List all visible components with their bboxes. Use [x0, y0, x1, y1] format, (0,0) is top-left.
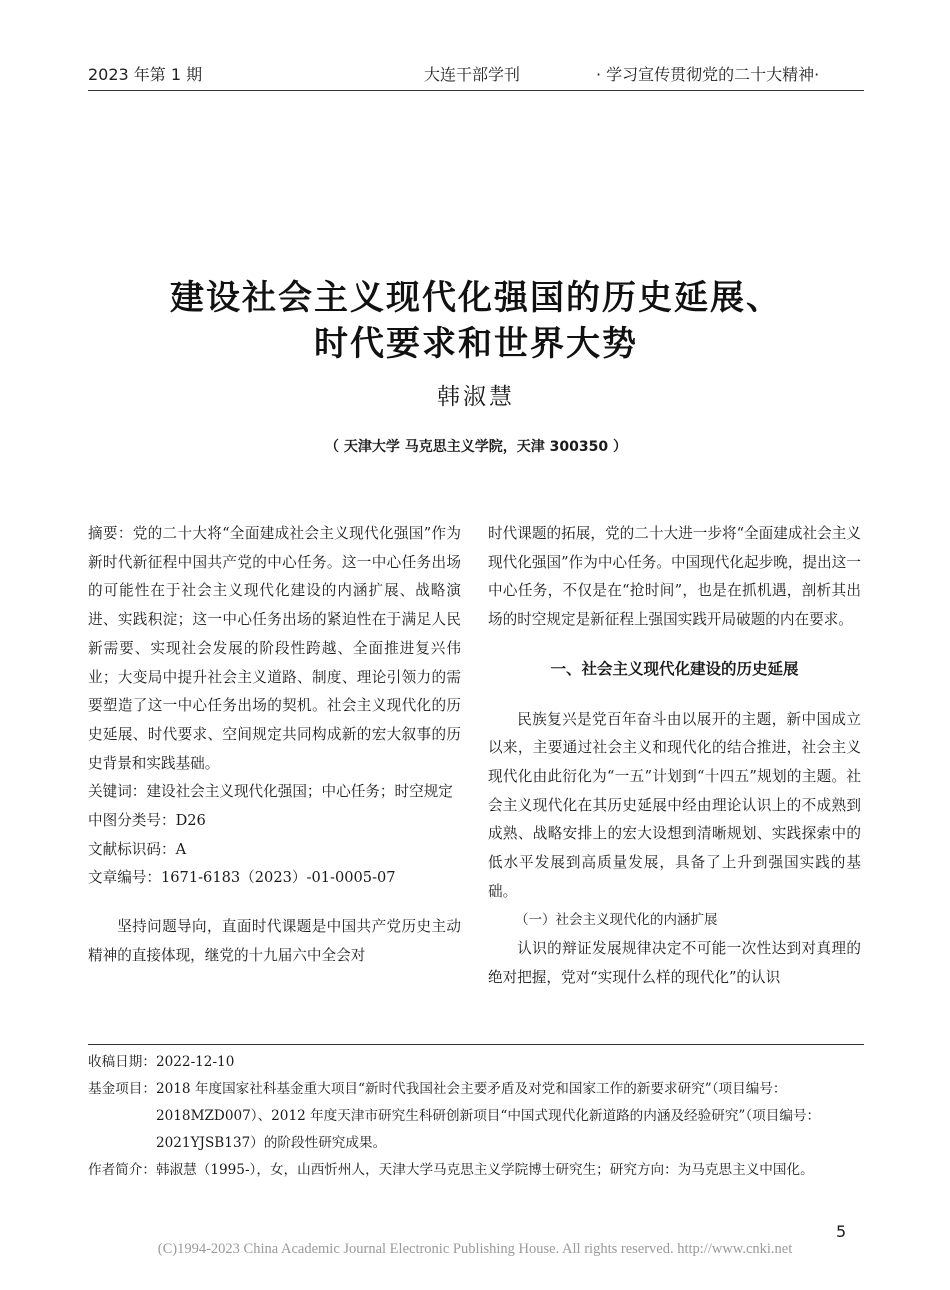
document-code: 文献标识码：A [88, 840, 187, 858]
footnotes [88, 1049, 864, 1184]
copyright-notice: (C)1994-2023 China Academic Journal Electronic Publishing House. All rights reserved. http://www.cnki.net [157, 1241, 793, 1257]
received-date-row [88, 1049, 864, 1076]
keywords: 关键词：建设社会主义现代化强国；中心任务；时空规定 [88, 783, 453, 801]
author-affiliation: （ 天津大学 马克思主义学院，天津 300350 ） [325, 439, 627, 455]
right-column [488, 520, 861, 993]
intro-paragraph-continued: 时代课题的拓展，党的二十大进一步将“全面建成社会主义现代化强国”作为中心任务。中国现代化起步晚，提出这一中心任务，不仅是在“抢时间”，也是在抓机遇，剖析其出场的时空规定是新征程上强国实践开局破题的内在要求。 [488, 525, 861, 629]
header-column: · 学习宣传贯彻党的二十大精神· [596, 65, 820, 84]
fund-row [88, 1076, 864, 1157]
article-title-line2: 时代要求和世界大势 [314, 324, 638, 364]
header-journal: 大连干部学刊 [424, 65, 521, 84]
section-paragraph: 民族复兴是党百年奋斗由以展开的主题，新中国成立以来，主要通过社会主义和现代化的结合推进，社会主义现代化由此衍化为“一五”计划到“十四五”规划的主题。社会主义现代化在其历史延展中经由理论认识上的不成熟到成熟、战略安排上的宏大设想到清晰规划、实践探索中的低水平发展到高质量发展，具备了上升到强国实践的基础。 [488, 710, 861, 900]
author-bio-row [88, 1157, 864, 1184]
clc-number: 中图分类号：D26 [88, 812, 206, 830]
author-name: 韩淑慧 [437, 384, 515, 410]
article-number: 文章编号：1671-6183（2023）-01-0005-07 [88, 869, 396, 887]
author-bio: 韩淑慧（1995-），女，山西忻州人，天津大学马克思主义学院博士研究生；研究方向：为马克思主义中国化。 [155, 1162, 814, 1178]
article-title-line1: 建设社会主义现代化强国的历史延展、 [170, 278, 782, 318]
received-label: 收稿日期： [88, 1054, 156, 1070]
header-rule [88, 90, 864, 91]
section-heading: 一、社会主义现代化建设的历史延展 [550, 659, 799, 678]
received-date: 2022-12-10 [155, 1054, 235, 1070]
header-issue: 2023 年第 1 期 [88, 65, 203, 84]
abstract: 摘要：党的二十大将“全面建成社会主义现代化强国”作为新时代新征程中国共产党的中心任务。这一中心任务出场的可能性在于社会主义现代化建设的内涵扩展、战略演进、实践积淀；这一中心任务出场的紧迫性在于满足人民新需要、实现社会发展的阶段性跨越、全面推进复兴伟业；大变局中提升社会主义道路、制度、理论引领力的需要塑造了这一中心任务出场的契机。社会主义现代化的历史延展、时代要求、空间规定共同构成新的宏大叙事的历史背景和实践基础。 [88, 525, 461, 772]
subsection-heading: （一）社会主义现代化的内涵扩展 [515, 912, 718, 929]
intro-paragraph-start: 坚持问题导向，直面时代课题是中国共产党历史主动精神的直接体现，继党的十九届六中全会对 [88, 918, 461, 964]
fund-label: 基金项目： [88, 1081, 156, 1097]
footnote-rule [88, 1044, 864, 1045]
subsection-paragraph: 认识的辩证发展规律决定不可能一次性达到对真理的绝对把握，党对“实现什么样的现代化”的认识 [488, 940, 861, 986]
fund-text: 2018 年度国家社科基金重大项目“新时代我国社会主要矛盾及对党和国家工作的新要求研究”（项目编号：2018MZD007）、2012 年度天津市研究生科研创新项目“中国式现代化新道路的内涵及经验研究”（项目编号：2021YJSB137）的阶段性研究成果。 [155, 1081, 821, 1151]
page-number: 5 [836, 1222, 847, 1241]
author-bio-label: 作者简介： [88, 1162, 156, 1178]
left-column [88, 520, 461, 971]
